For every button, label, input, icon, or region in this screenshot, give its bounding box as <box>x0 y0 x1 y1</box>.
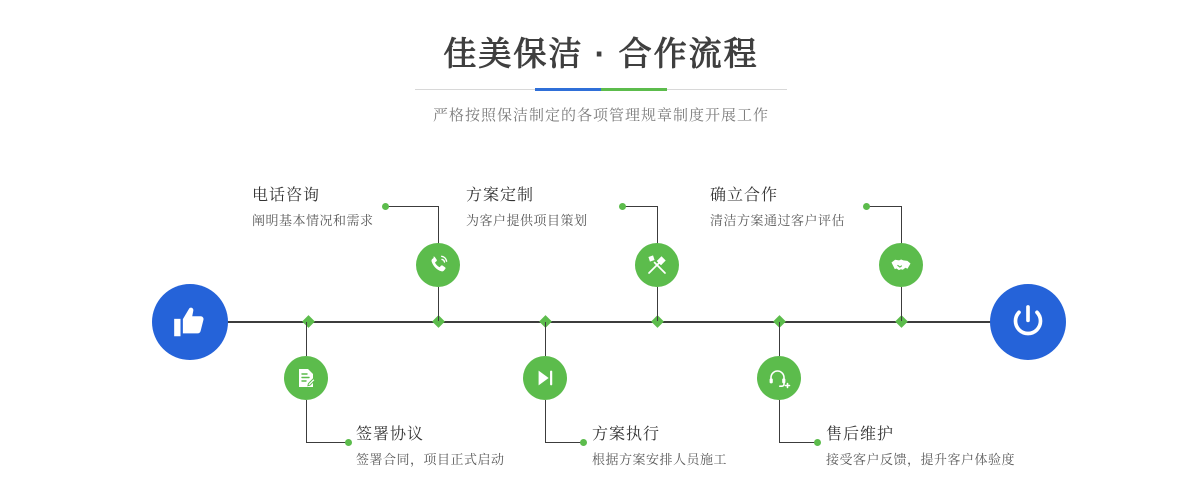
step-label-3 <box>466 186 588 231</box>
step-title-6: 售后维护 <box>826 426 895 443</box>
step-icon-5[interactable] <box>879 243 923 287</box>
connector-vertical <box>779 322 780 356</box>
connector-dot <box>619 203 626 210</box>
step-label-4 <box>592 425 727 470</box>
connector-dot <box>580 439 587 446</box>
connector-vertical <box>306 400 307 442</box>
connector-dot <box>382 203 389 210</box>
step-title-3: 方案定制 <box>466 187 535 204</box>
handshake-icon <box>889 253 913 277</box>
connector-horizontal <box>385 206 438 207</box>
connector-vertical <box>779 400 780 442</box>
step-title-5: 确立合作 <box>710 187 779 204</box>
connector-vertical <box>545 322 546 356</box>
connector-dot <box>814 439 821 446</box>
step-title-1: 电话咨询 <box>252 187 321 204</box>
phone-call-icon <box>426 253 450 277</box>
connector-dot <box>863 203 870 210</box>
step-icon-3[interactable] <box>635 243 679 287</box>
step-desc-4: 根据方案安排人员施工 <box>592 452 728 467</box>
step-label-5 <box>710 186 845 231</box>
step-desc-3: 为客户提供项目策划 <box>466 213 588 228</box>
step-desc-5: 清洁方案通过客户评估 <box>710 213 846 228</box>
step-icon-2[interactable] <box>284 356 328 400</box>
step-desc-2: 签署合同，项目正式启动 <box>356 452 505 467</box>
step-label-1 <box>252 186 374 231</box>
play-forward-icon <box>534 367 556 389</box>
axis-marker <box>302 315 315 328</box>
connector-dot <box>345 439 352 446</box>
step-title-2: 签署协议 <box>356 426 425 443</box>
connector-horizontal <box>866 206 901 207</box>
step-title-4: 方案执行 <box>592 426 661 443</box>
connector-vertical <box>901 287 902 321</box>
connector-horizontal <box>779 442 817 443</box>
connector-vertical <box>438 206 439 244</box>
connector-vertical <box>438 287 439 321</box>
step-icon-1[interactable] <box>416 243 460 287</box>
step-icon-4[interactable] <box>523 356 567 400</box>
timeline-start-badge <box>152 284 228 360</box>
power-icon <box>1008 302 1048 342</box>
document-edit-icon <box>294 366 318 390</box>
headset-support-icon <box>767 366 791 390</box>
step-label-6 <box>826 425 1015 470</box>
connector-vertical <box>657 287 658 321</box>
connector-vertical <box>657 206 658 244</box>
connector-vertical <box>545 400 546 442</box>
connector-horizontal <box>622 206 657 207</box>
pencil-ruler-icon <box>645 253 669 277</box>
step-icon-6[interactable] <box>757 356 801 400</box>
page-subtitle: 严格按照保洁制定的各项管理规章制度开展工作 <box>432 107 769 124</box>
thumbs-up-icon <box>171 303 209 341</box>
connector-vertical <box>901 206 902 244</box>
page-title: 佳美保洁 · 合作流程 <box>443 35 759 72</box>
connector-vertical <box>306 322 307 356</box>
step-label-2 <box>356 425 505 470</box>
timeline-end-badge <box>990 284 1066 360</box>
step-desc-1: 阐明基本情况和需求 <box>252 213 374 228</box>
connector-horizontal <box>545 442 583 443</box>
step-desc-6: 接受客户反馈，提升客户体验度 <box>826 452 1016 467</box>
connector-horizontal <box>306 442 348 443</box>
